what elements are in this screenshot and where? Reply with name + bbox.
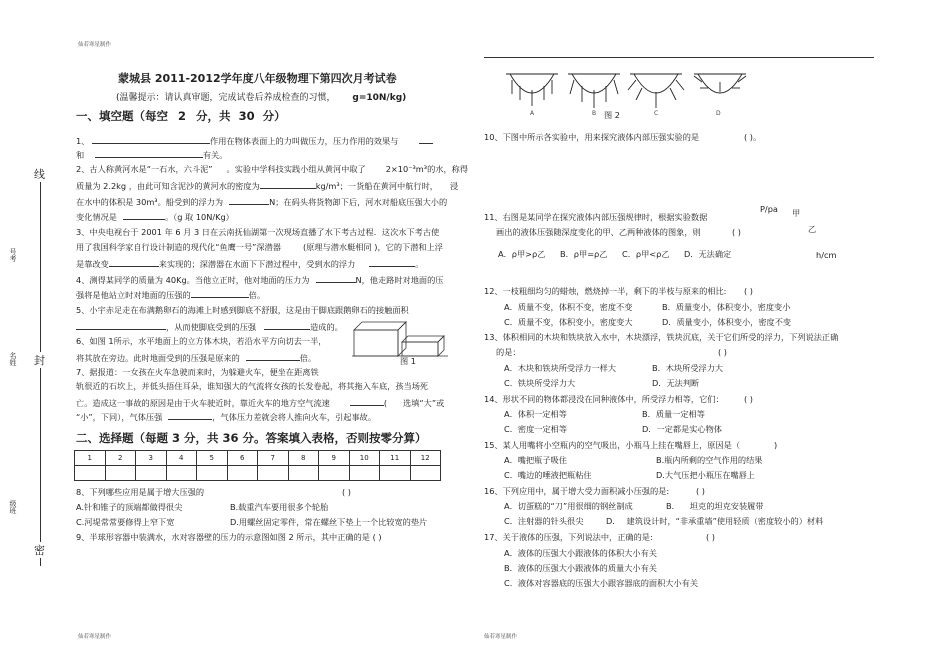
q4-text-d: 倍。 — [248, 290, 266, 300]
answer-input-row — [75, 466, 441, 481]
answer-header-row — [75, 451, 441, 466]
q1-blank2[interactable] — [419, 134, 433, 144]
q17-option-c: C．液体对容器底的压强大小跟容器底的面积大小有关 — [504, 578, 699, 588]
q7-line1: 7、据报道：一女孩在火车急驶而来时，为躲避火车，便坐在距离铁 — [76, 367, 319, 377]
q2-text-e: kg/m³；一货船在黄河中航行时， — [315, 181, 438, 191]
q16-option-b-text: 坦克的坦克安装履带 — [689, 501, 764, 511]
q3-text-c: (原理与潜水艇相同 )，它的下潜和上浮 — [302, 242, 443, 252]
q7-line2: 轨很近的石坎上，并低头捂住耳朵，谁知强大的气流将女孩的长发卷起，将其拖入车底，孩当场死 — [76, 381, 429, 391]
q2-line4 — [76, 210, 234, 223]
q2-text-h: N；在码头将货物卸下后，河水对船底压强大小的 — [269, 197, 448, 207]
q2-text-d: 质量为 2.2kg ，由此可知含泥沙的黄河水的密度为 — [76, 181, 260, 191]
answer-cell[interactable] — [380, 466, 411, 481]
q3-blank2[interactable] — [369, 257, 415, 267]
q1-line1 — [76, 134, 433, 147]
q2-line1 — [76, 164, 468, 175]
q11-line2: 画出的液体压强随深度变化的甲、乙两种液体的图象，则 — [496, 227, 701, 237]
q16-option-b-label: B． — [666, 501, 680, 511]
q15-option-c: C．嘴边的唾液把瓶粘住 — [504, 470, 592, 480]
q1-number: 1、 — [76, 136, 90, 146]
q6-text-c: 倍。 — [299, 353, 317, 363]
q1-blank1[interactable] — [92, 134, 210, 144]
q7-text-d: ( — [383, 398, 388, 408]
q2-text-c: 2×10⁻³m³的水，称得 — [385, 164, 469, 174]
q12-option-d: D．质量变小，体积变小，密度不变 — [662, 317, 792, 327]
q11-option-b: B．ρ甲=ρ乙 — [560, 249, 608, 259]
q3-blank1[interactable] — [109, 257, 159, 267]
figure2-hemispheres — [502, 68, 782, 118]
q4-text-a: 4、测得某同学的质量为 40Kg。当他立正时，他对地面的压力为 — [76, 275, 310, 285]
q14-paren: ( ) — [744, 394, 753, 404]
q2-blank3[interactable] — [123, 210, 165, 220]
answer-cell[interactable] — [410, 466, 441, 481]
fig2-caption: 图 2 — [604, 110, 620, 120]
watermark-top: 仙若寒星制作 — [78, 42, 112, 48]
q15-option-b: B.瓶内所剩的空气作用的结果 — [656, 455, 763, 465]
answer-col-3: 3 — [136, 451, 167, 466]
q17-option-a: A．液体的压强大小跟液体的体积大小有关 — [504, 548, 657, 558]
q6-text-b: 将其放在旁边。此时地面受到的压强是原来的 — [76, 353, 240, 363]
q6-blank1[interactable] — [246, 351, 300, 361]
section2-heading: 二、选择题（每题 3 分，共 36 分。答案填入表格，否则按零分算） — [76, 431, 427, 445]
q16-option-d-label: D． — [606, 516, 621, 526]
answer-col-7: 7 — [258, 451, 289, 466]
q14-stem: 14、形状不同的物体都浸没在同种液体中，所受浮力相等，它们： — [484, 394, 724, 404]
q12-stem: 12、一枝粗细均匀的蜡烛，燃烧掉一半，剩下的半枝与原来的相比: — [484, 286, 727, 296]
q9-stem: 9、半球形容器中装满水，水对容器壁的压力的示意图如图 2 所示，其中正确的是 ( ) — [76, 532, 382, 542]
q13-line1: 13、体积相同的木块和铁块放入水中，木块漂浮，铁块沉底，关于它们所受的浮力，下列说法正确 — [484, 332, 839, 342]
binding-xian: 线 — [34, 168, 45, 181]
page-title: 蒙城县 2011-2012学年度八年级物理下第四次月考试卷 — [118, 72, 397, 85]
q11-option-d: D．无法确定 — [684, 249, 732, 259]
q12-option-b: B．质量变小，体积变小，密度变小 — [662, 302, 791, 312]
q15-paren: ) — [774, 440, 778, 450]
q4-blank2[interactable] — [191, 288, 249, 298]
answer-col-5: 5 — [197, 451, 228, 466]
q3-line3 — [76, 257, 423, 270]
q12-paren: ( ) — [744, 286, 753, 296]
q2-line2 — [76, 179, 458, 192]
answer-cell[interactable] — [227, 466, 258, 481]
q3-line2 — [76, 242, 443, 253]
q2-text-f: 浸 — [449, 181, 459, 191]
answer-col-9: 9 — [319, 451, 350, 466]
q7-text-c: 亡。造成这一事故的原因是由于火车驶近时，靠近火车的地方空气流速 — [76, 398, 330, 408]
q2-line3 — [76, 195, 447, 208]
section1-heading-a: 一、填空题（每空 — [76, 109, 168, 123]
q5-line1 — [76, 305, 409, 316]
q8-option-a: A.针和锥子的顶端都做得很尖 — [76, 502, 183, 512]
answer-cell[interactable] — [105, 466, 136, 481]
q7-text-f: “小”，下同），气体压强 — [76, 412, 163, 422]
hint-g: g=10N/kg) — [352, 93, 407, 103]
q1-and: 和 — [76, 150, 85, 160]
fig2-label-c: C — [654, 110, 659, 117]
answer-cell[interactable] — [75, 466, 106, 481]
answer-cell[interactable] — [349, 466, 380, 481]
q3-text-f: 。 — [415, 259, 424, 269]
q16-option-a: A．切蛋糕的“刀”用很细的钢丝制成 — [504, 501, 633, 511]
q16-stem: 16、下列应用中，属于增大受力面积减小压强的是: — [484, 486, 670, 496]
q17-option-b: B．液体的压强大小跟液体的质量大小有关 — [504, 563, 657, 573]
q10-stem: 10、下图中所示各实验中，用来探究液体内部压强实验的是 — [484, 132, 700, 142]
answer-col-10: 10 — [349, 451, 380, 466]
q8-stem: 8、下列哪些应用是属于增大压强的 — [76, 487, 205, 497]
q2-text-a: 2、古人称黄河水是“一石水，六斗泥” — [76, 164, 213, 174]
answer-col-6: 6 — [227, 451, 258, 466]
answer-table — [74, 450, 441, 481]
q13-option-a: A．木块和铁块所受浮力一样大 — [504, 363, 617, 373]
q4-line1 — [76, 273, 444, 286]
q3-text-e: 来实现的；深潜器在水面下下潜过程中，受到水的浮力 — [158, 259, 356, 269]
q5-blank1[interactable] — [76, 320, 166, 330]
q15-option-a: A．嘴把瓶子吸住 — [504, 455, 567, 465]
q13-option-d: D．无法判断 — [652, 378, 700, 388]
q4-text-b: N，他走路时对地面的压 — [355, 275, 444, 285]
answer-cell[interactable] — [197, 466, 228, 481]
q7-text-e: 选填“大”或 — [403, 398, 445, 408]
q14-option-b: B．质量一定相等 — [642, 409, 705, 419]
q5-blank2[interactable] — [264, 320, 310, 330]
q16-option-d — [606, 516, 823, 527]
q7-blank1[interactable] — [350, 396, 384, 406]
q13-paren: ( ) — [718, 347, 727, 357]
section1-heading-e: 分） — [262, 109, 286, 123]
header-rule — [484, 57, 874, 58]
q2-blank2[interactable] — [229, 195, 269, 205]
answer-col-8: 8 — [288, 451, 319, 466]
q1-blank3[interactable] — [95, 148, 203, 158]
q10-paren: ( )。 — [744, 132, 762, 142]
fig2-label-d: D — [716, 110, 721, 117]
q8-option-c: C.河堤常常要修得上窄下宽 — [76, 517, 175, 527]
q2-text-g: 在水中的体积是 30m³。船受到的浮力为 — [76, 197, 224, 207]
q2-text-j: 。（g 取 10N/Kg） — [164, 212, 234, 222]
graph-x-label: h/cm — [816, 250, 837, 260]
q7-text-g: ，气体压力差就会将人推向火车，引起事故。 — [212, 412, 377, 422]
q11-paren: ( ) — [732, 227, 741, 237]
answer-col-4: 4 — [166, 451, 197, 466]
q4-text-c: 强将是他站立时对地面的压强的 — [76, 290, 191, 300]
q1-text: 作用在物体表面上的力叫做压力，压力作用的效果与 — [210, 136, 399, 146]
graph-y-label: P/pa — [760, 204, 778, 214]
graph-yi: 乙 — [808, 224, 817, 234]
q8-option-d: D.用螺丝固定零件，常在螺丝下垫上一个比较宽的垫片 — [230, 517, 428, 527]
q3-text-d: 是靠改变 — [76, 259, 109, 269]
q8-paren: ( ) — [342, 487, 351, 497]
section1-heading — [76, 108, 286, 124]
q17-stem: 17、关于液体的压强，下列说法中，正确的是: — [484, 532, 653, 542]
hint-main: (温馨提示：请认真审题，完成试卷后养成检查的习惯， — [116, 93, 336, 103]
answer-col-11: 11 — [380, 451, 411, 466]
q13-option-b: B．木块所受浮力大 — [652, 363, 724, 373]
figure1-label: 图 1 — [400, 356, 416, 366]
fig2-label-a: A — [530, 110, 535, 117]
q7-blank2[interactable] — [168, 410, 212, 420]
answer-cell[interactable] — [136, 466, 167, 481]
q16-paren: ( ) — [696, 486, 705, 496]
binding-feng: 封 — [34, 354, 45, 367]
q13-option-c: C．铁块所受浮力大 — [504, 378, 576, 388]
q2-text-b: 。实验中学科技实践小组从黄河中取了 — [226, 164, 366, 174]
q11-option-c: C．ρ甲<ρ乙 — [622, 249, 670, 259]
q12-option-a: A．质量不变，体积不变，密度不变 — [504, 302, 633, 312]
q2-text-i: 变化情况是 — [76, 212, 117, 222]
q13-line2: 的是： — [496, 347, 521, 357]
binding-line — [40, 176, 41, 566]
watermark-bottom-left: 仙若寒星制作 — [78, 634, 112, 640]
q8-option-b: B.载重汽车要用很多个轮胎 — [230, 502, 329, 512]
q4-line2 — [76, 288, 265, 301]
q16-option-c: C．注射器的针头很尖 — [504, 516, 584, 526]
q14-option-d: D．一定都是实心物体 — [642, 424, 722, 434]
answer-col-1: 1 — [75, 451, 106, 466]
q15-stem: 15、某人用嘴将小空瓶内的空气吸出，小瓶马上挂在嘴唇上，原因是（ — [484, 440, 741, 450]
section1-points: 2 — [178, 109, 187, 123]
answer-cell[interactable] — [319, 466, 350, 481]
exam-number-label: 号考 — [9, 248, 17, 262]
binding-mi: 密 — [34, 544, 45, 557]
q1-end: 有关。 — [202, 150, 228, 160]
q14-option-c: C．密度一定相等 — [504, 424, 568, 434]
answer-col-12: 12 — [410, 451, 441, 466]
q2-blank1[interactable] — [260, 179, 316, 189]
q5-line2 — [76, 320, 343, 333]
q1-line2 — [76, 148, 227, 161]
q7-line4 — [76, 410, 376, 423]
answer-cell[interactable] — [166, 466, 197, 481]
q5-text-c: 造成的。 — [310, 322, 343, 332]
section1-total: 30 — [238, 109, 255, 123]
hint-text — [116, 90, 406, 103]
answer-cell[interactable] — [288, 466, 319, 481]
q7-line3 — [76, 396, 444, 409]
q5-text-a: 5、小宇赤足走在布满鹅卵石的海滩上时感到脚底不舒服，这是由于脚底跟鹅卵石的接触面积 — [76, 305, 409, 315]
q3-text-b: 用了我国科学家自行设计制造的现代化“鱼鹰一号”深潜器 — [76, 242, 281, 252]
q4-blank1[interactable] — [316, 273, 356, 283]
q12-option-c: C．质量不变，体积变小，密度变大 — [504, 317, 633, 327]
class-label: 级班 — [9, 500, 17, 514]
section1-heading-c: 分，共 — [196, 109, 231, 123]
fig2-label-b: B — [592, 110, 597, 117]
answer-cell[interactable] — [258, 466, 289, 481]
watermark-bottom-right: 仙若寒星制作 — [484, 634, 518, 640]
q5-text-b: ，从而使脚底受到的压强 — [166, 322, 257, 332]
q6-line1: 6、如图 1所示，水平地面上的立方体木块，若沿水平方向切去一半， — [76, 336, 327, 346]
name-label: 名姓 — [9, 352, 17, 366]
q6-line2 — [76, 351, 316, 364]
q16-option-b — [666, 501, 764, 512]
graph-jia: 甲 — [792, 208, 801, 218]
q15-option-d: D.大气压把小瓶压在嘴唇上 — [656, 470, 755, 480]
q11-option-a: A．ρ甲>ρ乙 — [498, 249, 546, 259]
q16-option-d-text: 建筑设计时，“非承重墙”使用轻质（密度较小的）材料 — [626, 516, 824, 526]
q11-line1: 11、右图是某同学在探究液体内部压强规律时，根据实验数据 — [484, 212, 708, 222]
q3-line1: 3、中央电视台于 2001 年 6 月 3 日在云南抚仙湖第一次现场直播了水下考古过程．这次水下考古使 — [76, 227, 440, 237]
q14-option-a: A．体积一定相等 — [504, 409, 567, 419]
answer-col-2: 2 — [105, 451, 136, 466]
q17-paren: ( ) — [706, 532, 715, 542]
